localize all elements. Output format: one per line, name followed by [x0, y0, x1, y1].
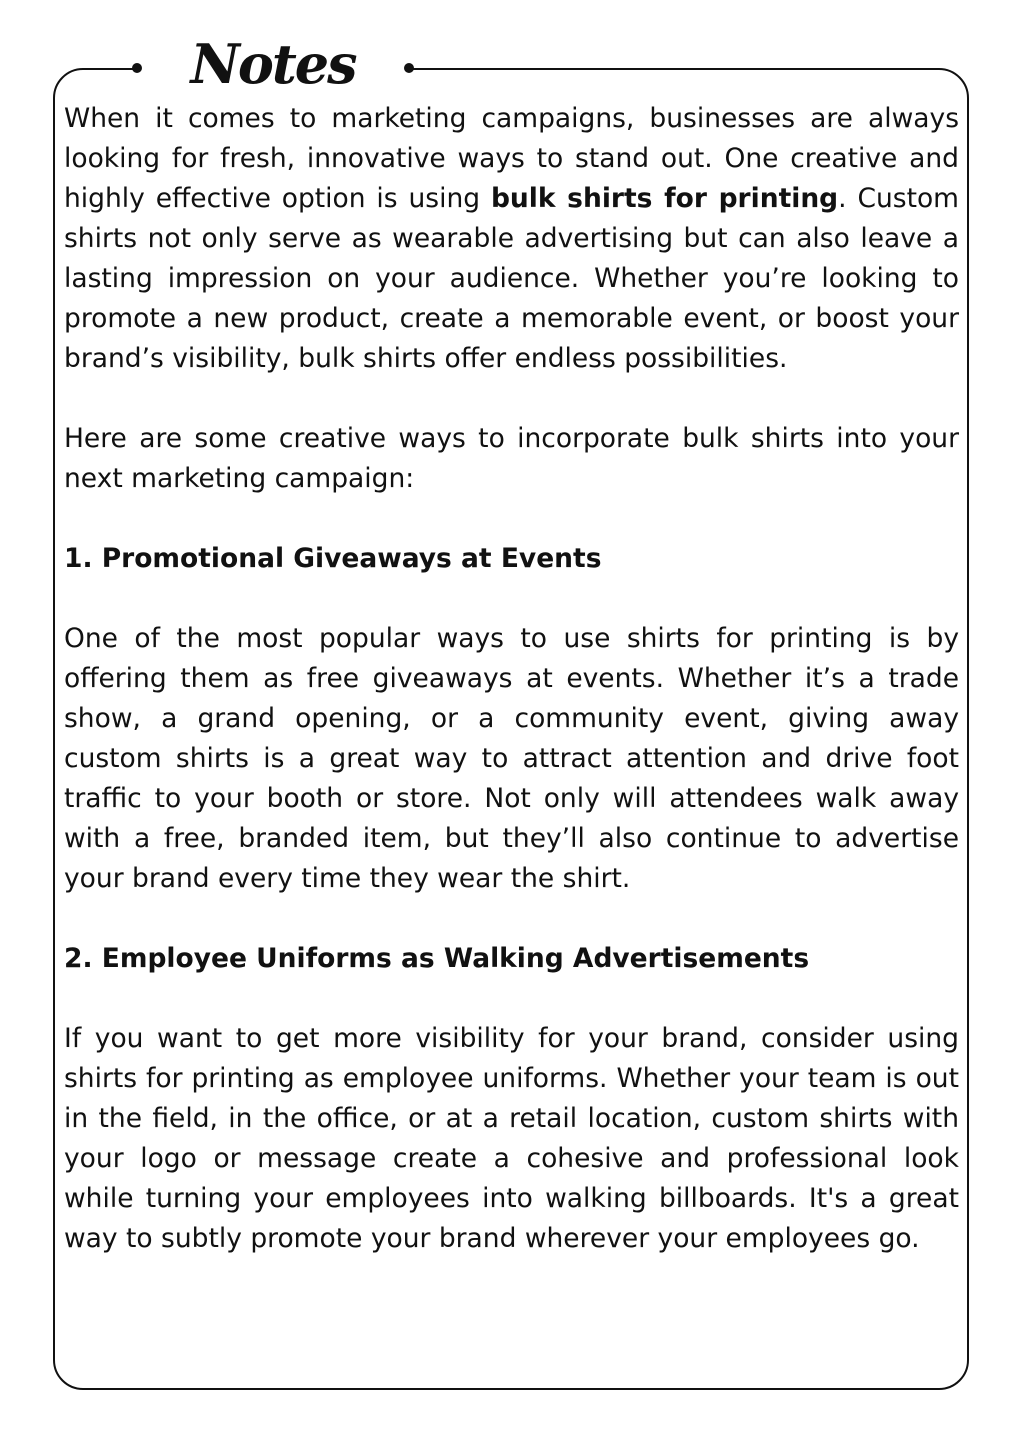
section-body-uniforms: If you want to get more visibility for your brand, consider using shirts for printing as employee uniforms. Whether your team is out in the field, in the office, or at a retail location, custom shirts with your logo or message create a cohesive and professional look while turning your employees into walking billboards. It's a great way to subtly promote your brand wherever your employees go.	[64, 1023, 959, 1254]
section-body-giveaways: One of the most popular ways to use shirts for printing is by offering them as free giveaways at events. Whether it’s a trade show, a grand opening, or a community event, giving away custom shirts is a great way to attract attention and drive foot traffic to your booth or store. Not only will attendees walk away with a free, branded item, but they’ll also continue to advertise your brand every time they wear the shirt.	[64, 623, 959, 894]
lead-in-paragraph: Here are some creative ways to incorporate bulk shirts into your next marketing campaign:	[64, 423, 959, 494]
right-dot-ornament	[404, 63, 414, 73]
section-heading-uniforms: 2. Employee Uniforms as Walking Advertisements	[64, 943, 810, 974]
intro-text-start: When it comes to marketing campaigns, businesses are always looking for fresh, innovative ways to stand out. One creative and highly effective option is using	[64, 103, 959, 214]
notes-content	[64, 99, 959, 1259]
intro-text-end: . Custom shirts not only serve as wearable advertising but can also leave a lasting impression on your audience. Whether you’re looking to promote a new product, create a memorable event, or boost your brand’s visibility, bulk shirts offer endless possibilities.	[64, 183, 959, 374]
section-heading-giveaways: 1. Promotional Giveaways at Events	[64, 543, 602, 574]
intro-bold-phrase: bulk shirts for printing	[490, 183, 839, 214]
intro-paragraph	[64, 99, 959, 379]
left-dot-ornament	[132, 63, 142, 73]
page-title: Notes	[190, 32, 356, 96]
